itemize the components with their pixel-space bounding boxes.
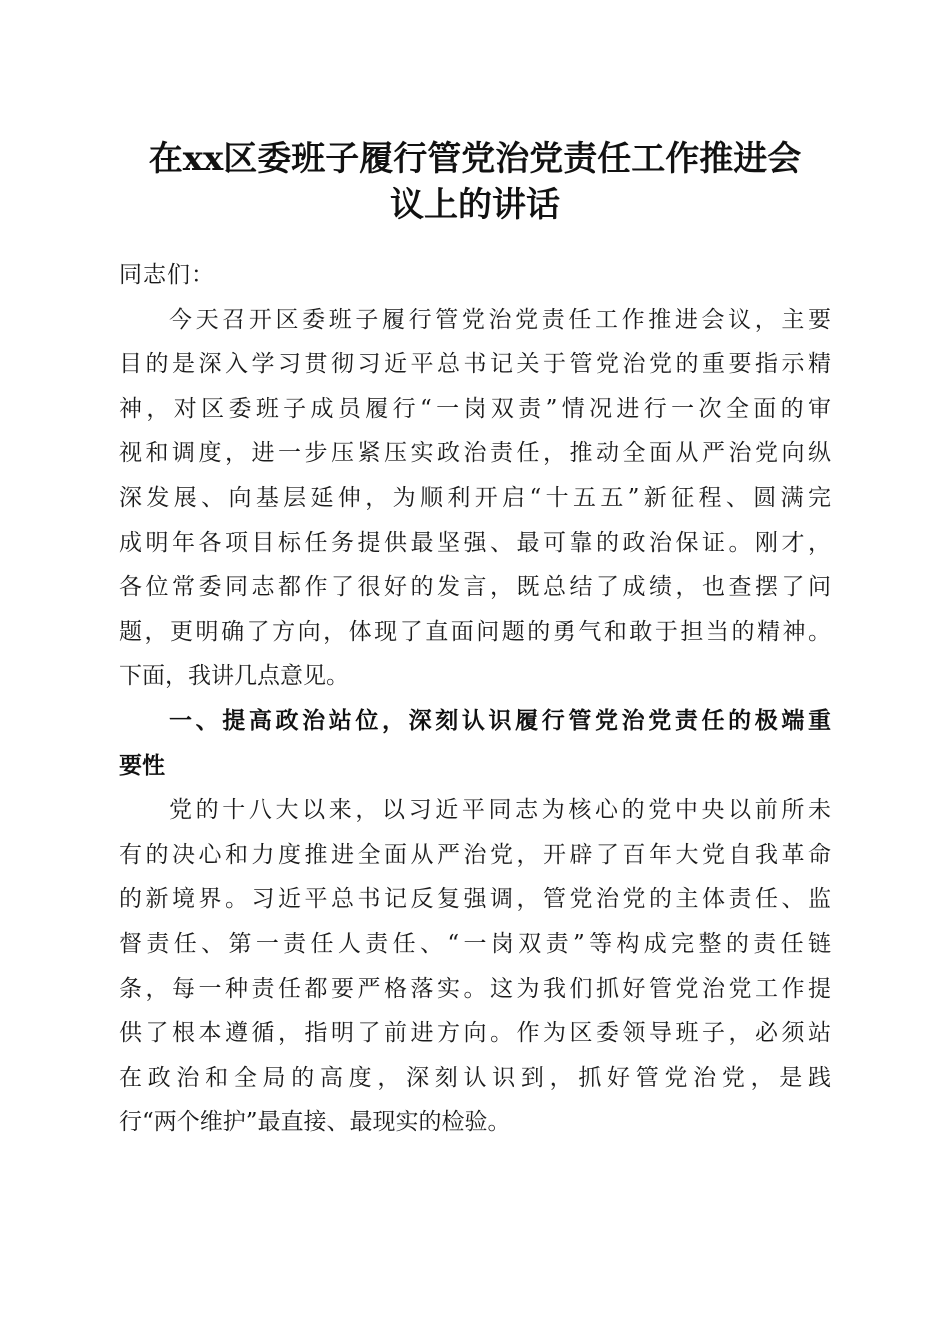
- document-body: [119, 253, 831, 1145]
- section-heading-1: [119, 699, 831, 788]
- paragraph-line: 供了根本遵循，指明了前进方向。作为区委领导班子，必须站: [119, 1020, 831, 1047]
- greeting: 同志们：: [119, 262, 215, 288]
- paragraph-line: 在政治和全局的高度，深刻认识到，抓好管党治党，是践: [119, 1064, 831, 1091]
- paragraph-line: 党的十八大以来，以习近平同志为核心的党中央以前所未: [169, 797, 831, 824]
- paragraph-section-1: [119, 788, 831, 1145]
- paragraph-line: 条，每一种责任都要严格落实。这为我们抓好管党治党工作提: [119, 975, 831, 1002]
- paragraph-line: 神，对区委班子成员履行“一岗双责”情况进行一次全面的审: [119, 395, 831, 422]
- paragraph-line: 今天召开区委班子履行管党治党责任工作推进会议，主要: [169, 306, 831, 333]
- paragraph-line: 下面，我讲几点意见。: [119, 663, 349, 690]
- document-title: [110, 136, 840, 228]
- paragraph-intro: [119, 298, 831, 699]
- paragraph-line: 有的决心和力度推进全面从严治党，开辟了百年大党自我革命: [119, 841, 831, 868]
- paragraph-line: 成明年各项目标任务提供最坚强、最可靠的政治保证。刚才，: [119, 529, 831, 556]
- paragraph-line: 视和调度，进一步压紧压实政治责任，推动全面从严治党向纵: [119, 440, 831, 467]
- paragraph-line: 督责任、第一责任人责任、“一岗双责”等构成完整的责任链: [119, 930, 831, 957]
- paragraph-line: 题，更明确了方向，体现了直面问题的勇气和敢于担当的精神。: [119, 618, 831, 645]
- title-line-1: 在xx区委班子履行管党治党责任工作推进会: [148, 139, 802, 179]
- heading-line: 要性: [119, 752, 165, 779]
- paragraph-line: 深发展、向基层延伸，为顺利开启“十五五”新征程、圆满完: [119, 484, 831, 511]
- heading-line: 一、提高政治站位，深刻认识履行管党治党责任的极端重: [169, 707, 831, 734]
- paragraph-line: 目的是深入学习贯彻习近平总书记关于管党治党的重要指示精: [119, 351, 831, 378]
- title-line-2: 议上的讲话: [390, 185, 560, 225]
- paragraph-line: 的新境界。习近平总书记反复强调，管党治党的主体责任、监: [119, 886, 831, 913]
- paragraph-line: 行“两个维护”最直接、最现实的检验。: [119, 1109, 511, 1136]
- paragraph-line: 各位常委同志都作了很好的发言，既总结了成绩，也查摆了问: [119, 574, 831, 601]
